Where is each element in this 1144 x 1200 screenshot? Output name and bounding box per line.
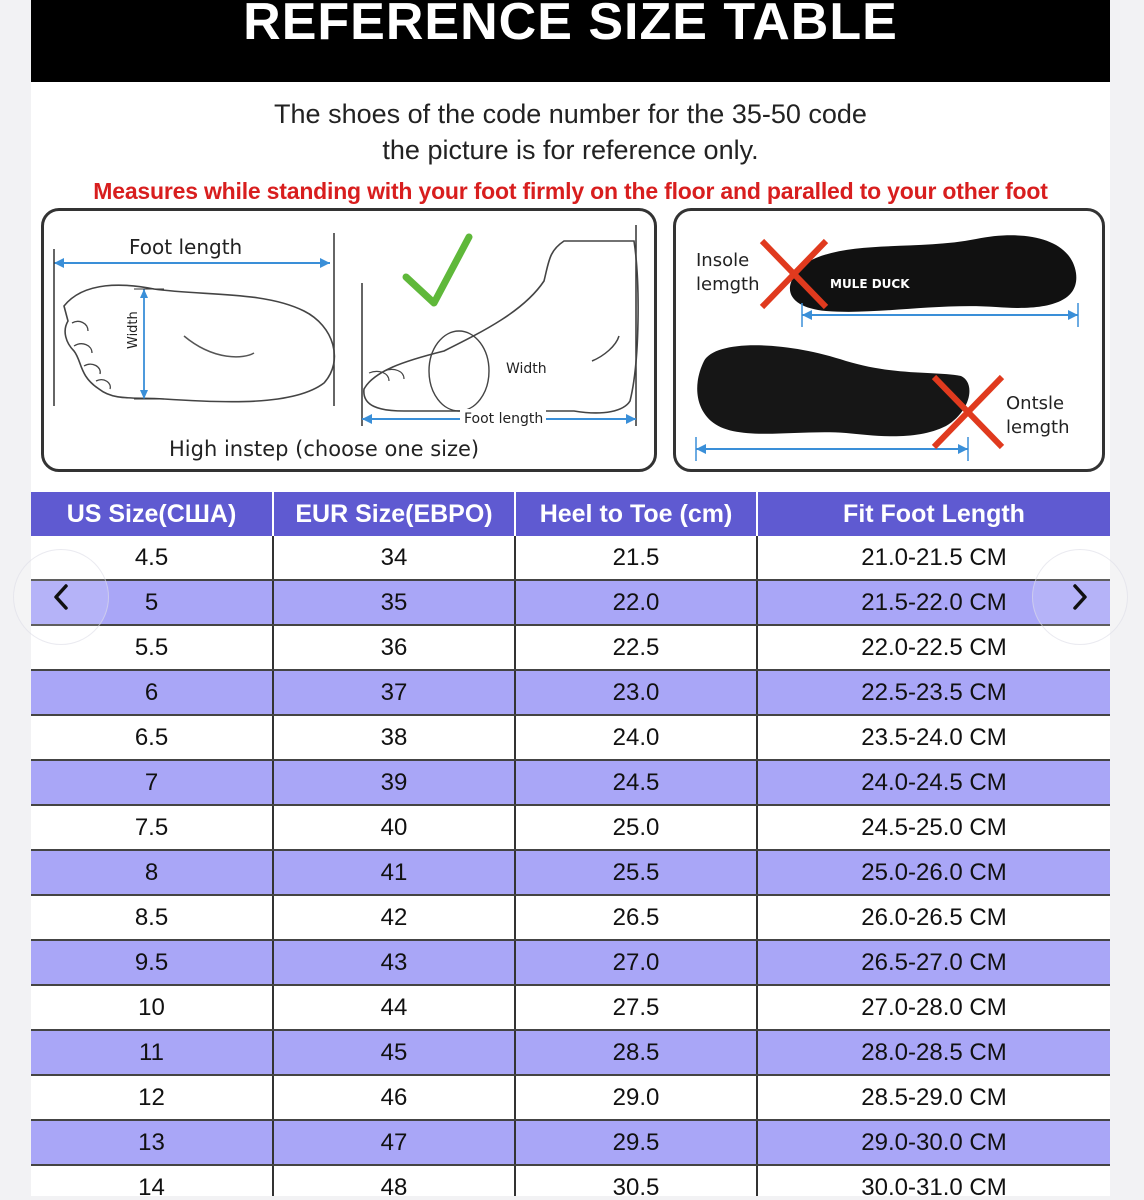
us-size-cell: 7	[31, 760, 273, 805]
insole-outsole-panel	[673, 208, 1105, 472]
heel-to-toe-cell: 24.5	[515, 760, 757, 805]
intro-line-1: The shoes of the code number for the 35-50 code	[274, 99, 867, 129]
fit-foot-length-cell: 22.0-22.5 CM	[757, 625, 1110, 670]
header-banner	[31, 0, 1110, 82]
header-fit-foot-length: Fit Foot Length	[757, 492, 1110, 536]
header-us-size: US Size(США)	[31, 492, 273, 536]
fit-foot-length-cell: 27.0-28.0 CM	[757, 985, 1110, 1030]
size-chart-image	[31, 0, 1110, 1196]
heel-to-toe-cell: 26.5	[515, 895, 757, 940]
heel-to-toe-cell: 22.0	[515, 580, 757, 625]
table-row	[31, 1165, 1110, 1196]
outsole-label-line-1: Ontsle	[1006, 393, 1065, 414]
eur-size-cell: 41	[273, 850, 515, 895]
previous-image-button[interactable]	[13, 549, 109, 645]
us-size-cell: 6.5	[31, 715, 273, 760]
eur-size-cell: 34	[273, 536, 515, 580]
us-size-cell: 10	[31, 985, 273, 1030]
insole-image	[790, 235, 1076, 312]
table-row	[31, 1030, 1110, 1075]
table-row	[31, 895, 1110, 940]
us-size-cell: 5	[31, 580, 273, 625]
table-row	[31, 715, 1110, 760]
foot-length-label: Foot length	[129, 235, 243, 259]
table-row	[31, 985, 1110, 1030]
heel-to-toe-cell: 24.0	[515, 715, 757, 760]
fit-foot-length-cell: 21.0-21.5 CM	[757, 536, 1110, 580]
fit-foot-length-cell: 24.0-24.5 CM	[757, 760, 1110, 805]
eur-size-cell: 38	[273, 715, 515, 760]
table-row	[31, 536, 1110, 580]
heel-to-toe-cell: 29.5	[515, 1120, 757, 1165]
heel-to-toe-cell: 22.5	[515, 625, 757, 670]
insole-brand-text: MULE DUCK	[830, 277, 910, 291]
eur-size-cell: 43	[273, 940, 515, 985]
us-size-cell: 12	[31, 1075, 273, 1120]
table-row	[31, 760, 1110, 805]
heel-to-toe-cell: 30.5	[515, 1165, 757, 1196]
us-size-cell: 4.5	[31, 536, 273, 580]
table-header-row	[31, 492, 1110, 536]
insole-length-label	[696, 249, 760, 297]
intro-text	[31, 96, 1110, 168]
chevron-left-icon	[51, 583, 71, 611]
foot-length-label-side: Foot length	[464, 411, 544, 427]
table-row	[31, 940, 1110, 985]
table-row	[31, 625, 1110, 670]
fit-foot-length-cell: 24.5-25.0 CM	[757, 805, 1110, 850]
header-heel-to-toe: Heel to Toe (cm)	[515, 492, 757, 536]
eur-size-cell: 46	[273, 1075, 515, 1120]
fit-foot-length-cell: 30.0-31.0 CM	[757, 1165, 1110, 1196]
fit-foot-length-cell: 28.5-29.0 CM	[757, 1075, 1110, 1120]
us-size-cell: 7.5	[31, 805, 273, 850]
insole-label-line-1: Insole	[696, 250, 750, 271]
us-size-cell: 11	[31, 1030, 273, 1075]
checkmark-icon	[406, 237, 469, 303]
intro-line-2: the picture is for reference only.	[382, 135, 759, 165]
insole-label-line-2: lemgth	[696, 274, 760, 295]
heel-to-toe-cell: 27.5	[515, 985, 757, 1030]
heel-to-toe-cell: 25.0	[515, 805, 757, 850]
heel-to-toe-cell: 29.0	[515, 1075, 757, 1120]
table-row	[31, 670, 1110, 715]
heel-to-toe-cell: 25.5	[515, 850, 757, 895]
next-image-button[interactable]	[1032, 549, 1128, 645]
eur-size-cell: 47	[273, 1120, 515, 1165]
fit-foot-length-cell: 23.5-24.0 CM	[757, 715, 1110, 760]
fit-foot-length-cell: 21.5-22.0 CM	[757, 580, 1110, 625]
table-row	[31, 1075, 1110, 1120]
us-size-cell: 14	[31, 1165, 273, 1196]
foot-measure-panel	[41, 208, 657, 472]
size-table	[31, 492, 1110, 1196]
us-size-cell: 8	[31, 850, 273, 895]
fit-foot-length-cell: 28.0-28.5 CM	[757, 1030, 1110, 1075]
eur-size-cell: 39	[273, 760, 515, 805]
table-row	[31, 805, 1110, 850]
table-row	[31, 580, 1110, 625]
eur-size-cell: 48	[273, 1165, 515, 1196]
table-row	[31, 1120, 1110, 1165]
high-instep-caption: High instep (choose one size)	[169, 437, 480, 461]
outsole-label-line-2: lemgth	[1006, 417, 1070, 438]
table-row	[31, 850, 1110, 895]
fit-foot-length-cell: 26.0-26.5 CM	[757, 895, 1110, 940]
fit-foot-length-cell: 22.5-23.5 CM	[757, 670, 1110, 715]
fit-foot-length-cell: 29.0-30.0 CM	[757, 1120, 1110, 1165]
heel-to-toe-cell: 28.5	[515, 1030, 757, 1075]
eur-size-cell: 36	[273, 625, 515, 670]
us-size-cell: 8.5	[31, 895, 273, 940]
heel-to-toe-cell: 21.5	[515, 536, 757, 580]
us-size-cell: 9.5	[31, 940, 273, 985]
outsole-length-label	[1006, 392, 1070, 440]
eur-size-cell: 44	[273, 985, 515, 1030]
us-size-cell: 6	[31, 670, 273, 715]
eur-size-cell: 35	[273, 580, 515, 625]
fit-foot-length-cell: 25.0-26.0 CM	[757, 850, 1110, 895]
us-size-cell: 5.5	[31, 625, 273, 670]
heel-to-toe-cell: 23.0	[515, 670, 757, 715]
us-size-cell: 13	[31, 1120, 273, 1165]
measurement-warning: Measures while standing with your foot firmly on the floor and paralled to your other foot	[93, 178, 1048, 204]
eur-size-cell: 42	[273, 895, 515, 940]
eur-size-cell: 40	[273, 805, 515, 850]
header-eur-size: EUR Size(EBPO)	[273, 492, 515, 536]
eur-size-cell: 37	[273, 670, 515, 715]
eur-size-cell: 45	[273, 1030, 515, 1075]
page-title: REFERENCE SIZE TABLE	[243, 0, 898, 51]
fit-foot-length-cell: 26.5-27.0 CM	[757, 940, 1110, 985]
width-label-side-view: Width	[506, 361, 547, 377]
heel-to-toe-cell: 27.0	[515, 940, 757, 985]
width-label-top-view: Width	[126, 311, 141, 349]
chevron-right-icon	[1070, 583, 1090, 611]
outsole-image	[697, 345, 969, 436]
